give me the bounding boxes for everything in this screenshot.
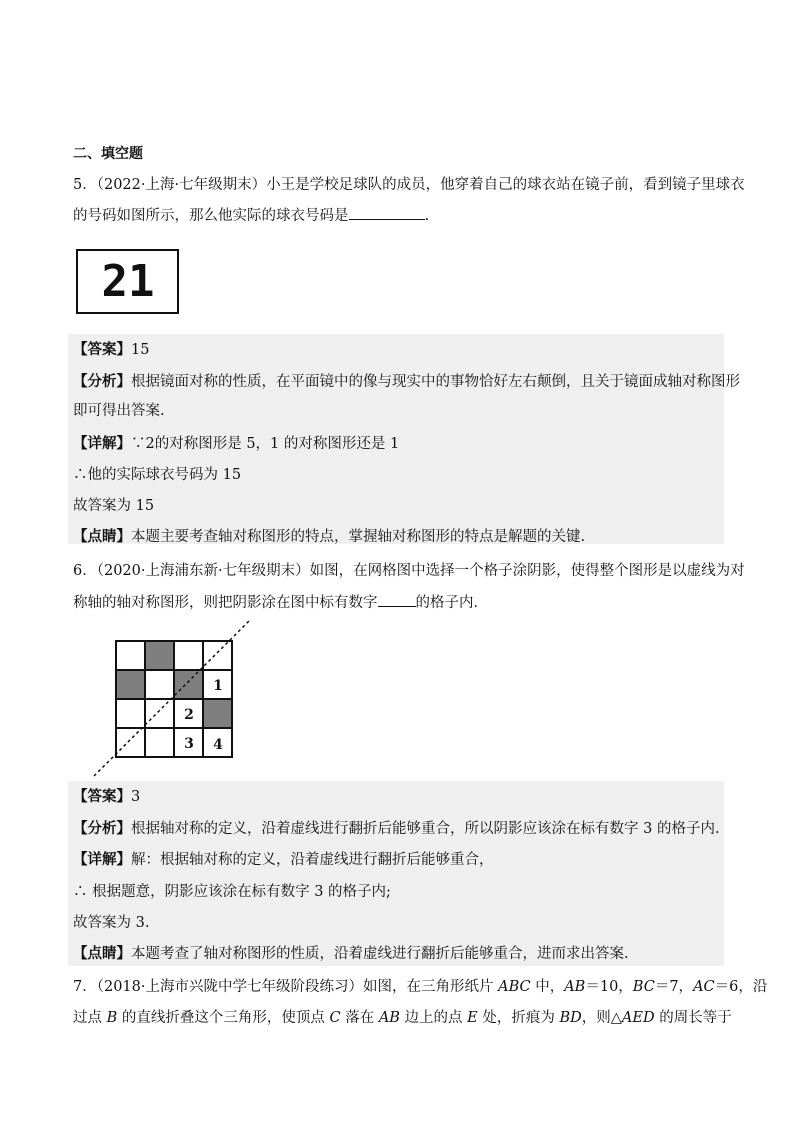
q5-analysis-line2: 即可得出答案. <box>73 403 165 419</box>
shaded-cell <box>174 670 203 699</box>
q7-text: 的直线折叠这个三角形，使顶点 <box>117 1010 330 1026</box>
analysis-tag: 【分析】 <box>73 373 131 390</box>
cell-label-1: 1 <box>213 678 223 694</box>
q5-analysis-text: 根据镜面对称的性质，在平面镜中的像与现实中的事物恰好左右颠倒，且关于镜面成轴对称图形 <box>131 374 740 390</box>
answer-tag: 【答案】 <box>73 788 131 805</box>
q7-var: B <box>106 1010 118 1026</box>
answer-tag: 【答案】 <box>73 341 131 358</box>
mirror-number: 21 <box>101 256 155 307</box>
detail-tag: 【详解】 <box>73 435 131 452</box>
q6-stem-end: 的格子内． <box>415 595 488 611</box>
cell-label-3: 3 <box>184 736 194 752</box>
section-heading: 二、填空题 <box>73 146 143 162</box>
q6-answer-blank <box>378 592 416 607</box>
q5-detail-text: ∵2的对称图形是 5，1 的对称图形还是 1 <box>131 436 400 452</box>
q7-text: ，则△ <box>581 1010 622 1026</box>
q5-stem-end: . <box>424 208 430 224</box>
q7-var: AC <box>693 979 715 995</box>
q5-answer: 15 <box>131 342 150 358</box>
shaded-cell <box>203 699 232 728</box>
cell-label-2: 2 <box>184 707 194 723</box>
q6-detail-line2: ∴ 根据题意，阴影应该涂在标有数字 3 的格子内; <box>73 884 391 900</box>
q7-stem-line1 <box>73 977 768 997</box>
q7-var: C <box>329 1010 341 1026</box>
cell-label-4: 4 <box>213 737 223 753</box>
q6-answer: 3 <box>131 789 141 805</box>
q7-var: BC <box>632 979 655 995</box>
q6-solution-block <box>68 781 724 966</box>
q7-var: ABC <box>498 979 531 995</box>
q6-analysis-text: 根据轴对称的定义，沿着虚线进行翻折后能够重合，所以阴影应该涂在标有数字 3 的格子内. <box>131 821 720 837</box>
q7-text: 边上的点 <box>399 1010 468 1026</box>
detail-tag: 【详解】 <box>73 851 131 868</box>
q6-analysis-line <box>73 819 723 839</box>
q6-comment-text: 本题考查了轴对称图形的性质，沿着虚线进行翻折后能够重合，进而求出答案. <box>131 946 629 962</box>
q5-detail-line1 <box>73 434 723 454</box>
q5-analysis-line1 <box>73 372 740 392</box>
q5-answer-blank <box>349 205 425 220</box>
q5-detail-line2: ∴他的实际球衣号码为 15 <box>73 467 242 483</box>
q6-detail-line3: 故答案为 3. <box>73 915 150 931</box>
q6-detail-line1 <box>73 850 723 870</box>
q6-stem-text: 称轴的轴对称图形，则把阴影涂在图中标有数字 <box>73 595 378 611</box>
comment-tag: 【点睛】 <box>73 528 131 545</box>
q7-text: 7．（2018·上海市兴陇中学七年级阶段练习）如图，在三角形纸片 <box>73 979 499 995</box>
q7-text: ＝7， <box>654 979 694 995</box>
q6-stem-line1: 6．（2020·上海浦东新·七年级期末）如图，在网格图中选择一个格子涂阴影，使得整个图形是以虚线为对 <box>73 563 745 579</box>
q7-var: E <box>467 1010 478 1026</box>
q7-text: 中， <box>530 979 565 995</box>
q5-mirror-figure <box>76 249 180 315</box>
q7-text: ＝10， <box>585 979 633 995</box>
q5-stem-line2 <box>73 205 723 226</box>
shaded-cell <box>116 670 145 699</box>
q5-stem-text: 的号码如图所示，那么他实际的球衣号码是 <box>73 208 349 224</box>
q7-text: 落在 <box>340 1010 379 1026</box>
q7-text: ＝6，沿 <box>714 979 768 995</box>
q5-comment-text: 本题主要考查轴对称图形的特点，掌握轴对称图形的特点是解题的关键. <box>131 529 586 545</box>
q6-stem-line2 <box>73 592 723 613</box>
q5-detail-line3: 故答案为 15 <box>73 498 155 514</box>
q6-comment-line <box>73 944 723 964</box>
q7-text: 过点 <box>73 1010 107 1026</box>
q6-detail-text: 解：根据轴对称的定义，沿着虚线进行翻折后能够重合， <box>131 852 494 868</box>
q5-comment-line <box>73 527 723 547</box>
q5-answer-line <box>73 340 723 360</box>
q6-answer-line <box>73 787 723 807</box>
q6-grid-figure <box>88 618 260 780</box>
q7-stem-line2 <box>73 1008 732 1028</box>
comment-tag: 【点睛】 <box>73 945 131 962</box>
q7-var: AB <box>378 1010 400 1026</box>
shaded-cell <box>145 641 174 670</box>
q7-var: BD <box>559 1010 582 1026</box>
q7-var: AED <box>621 1010 655 1026</box>
analysis-tag: 【分析】 <box>73 820 131 837</box>
q7-text: 处，折痕为 <box>477 1010 560 1026</box>
q7-text: 的周长等于 <box>654 1010 732 1026</box>
q7-var: AB <box>564 979 586 995</box>
q5-stem-line1: 5．（2022·上海·七年级期末）小王是学校足球队的成员，他穿着自己的球衣站在镜子前，看到镜子里球衣 <box>73 177 745 193</box>
